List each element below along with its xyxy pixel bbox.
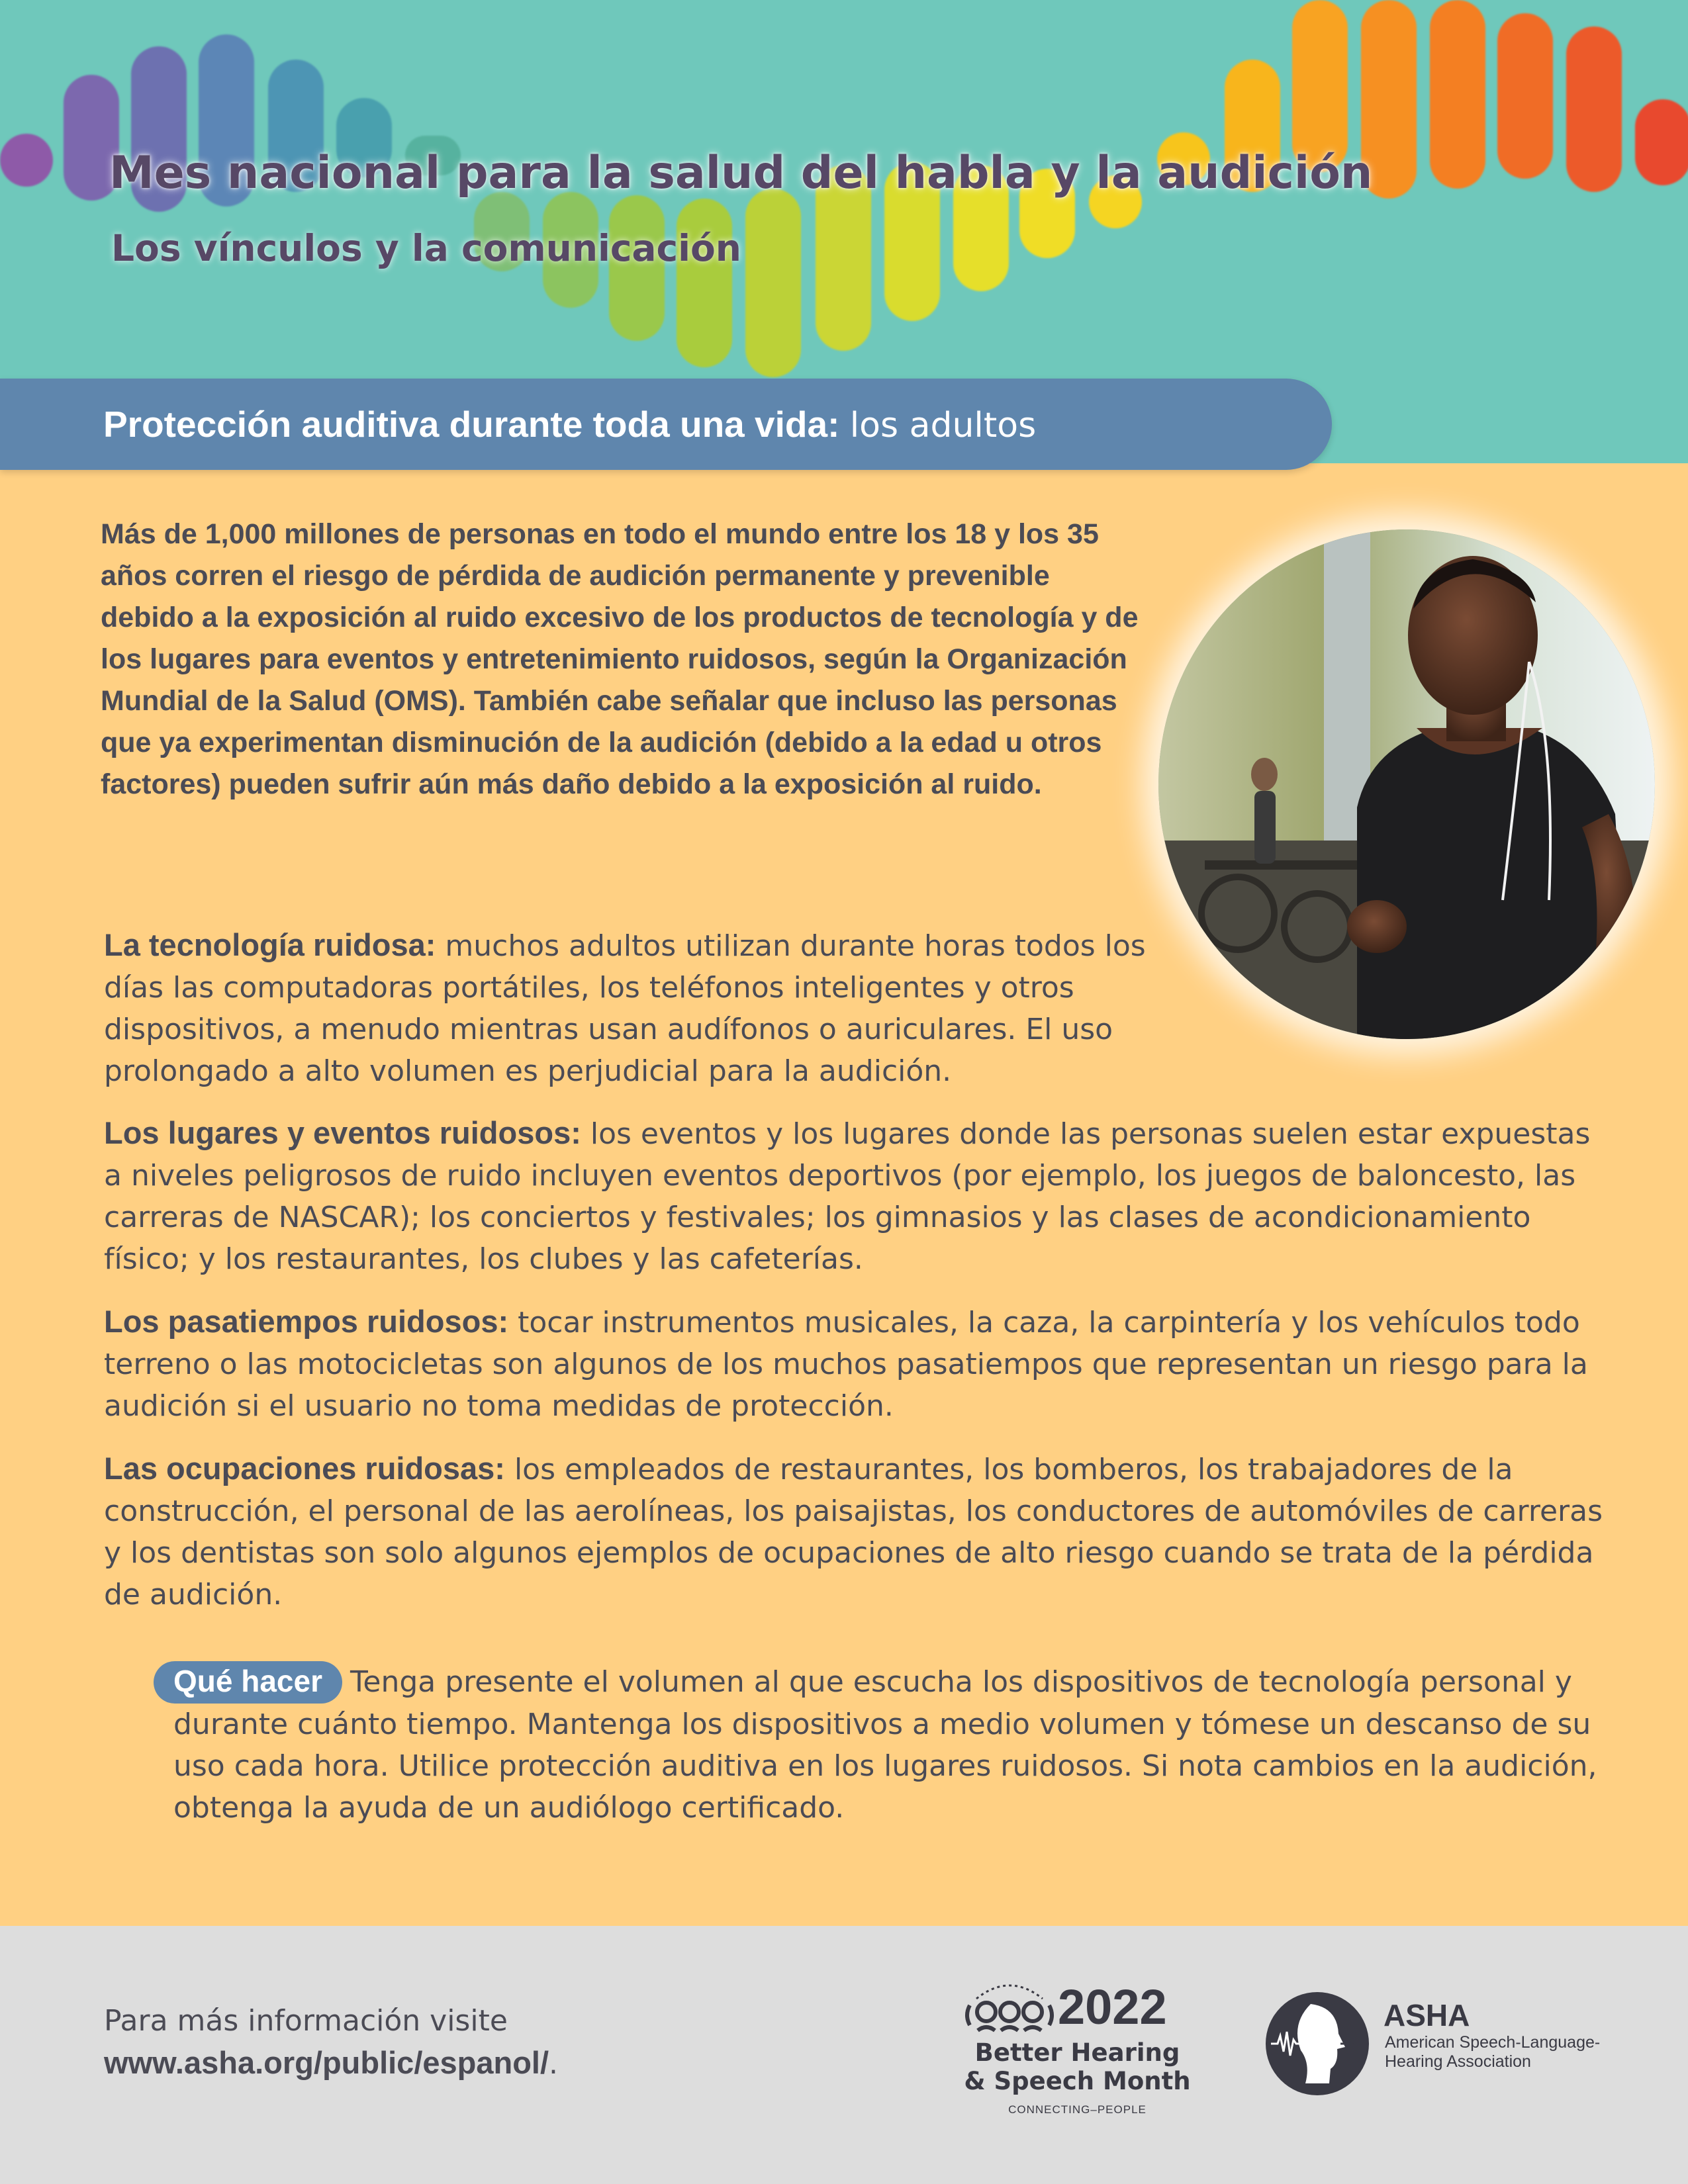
bhsm-line2: & Speech Month xyxy=(964,2067,1191,2095)
section-noisy-hobbies xyxy=(104,1300,1607,1427)
asha-logo xyxy=(1264,1991,1609,2097)
tip-paragraph xyxy=(173,1661,1603,1829)
asha-name: ASHA xyxy=(1383,1998,1470,2032)
bhsm-logo xyxy=(963,1972,1192,2118)
footer-url-link[interactable]: www.asha.org/public/espanol/ xyxy=(104,2045,549,2080)
runner-photo xyxy=(1158,529,1655,1039)
section-noisy-technology xyxy=(104,924,1176,1092)
page-title: Mes nacional para la salud del habla y la audición xyxy=(109,147,1373,199)
footer-url-suffix: . xyxy=(549,2047,559,2081)
section-text: los eventos y los lugares donde las personas suelen estar expuestas a niveles peligrosos de ruido incluyen eventos deportivos (por ejemplo, los juegos de baloncesto, las carreras de NASCAR); los conciertos y festivales; los gimnasios y las clases de acondicionamiento físico; y los restaurantes, los clubes y las cafeterías. xyxy=(104,1117,1591,1276)
section-lead: La tecnología ruidosa: xyxy=(104,927,436,962)
page-subtitle: Los vínculos y la comunicación xyxy=(111,227,741,269)
asha-emblem-icon xyxy=(1264,1991,1370,2097)
what-to-do-badge: Qué hacer xyxy=(154,1661,342,1704)
bhsm-line1: Better Hearing xyxy=(974,2038,1180,2067)
bhsm-tagline: CONNECTING–PEOPLE xyxy=(1008,2103,1147,2116)
runner-illustration xyxy=(1158,529,1655,1039)
section-lead: Los lugares y eventos ruidosos: xyxy=(104,1115,581,1150)
section-text: los empleados de restaurantes, los bomberos, los trabajadores de la construcción, el personal de las aerolíneas, los paisajistas, los conductores de automóviles de carreras y los dentistas son solo algunos ejemplos de ocupaciones de alto riesgo cuando se trata de la pérdida de audición. xyxy=(104,1453,1603,1612)
banner-heading-bold: Protección auditiva durante toda una vida: xyxy=(103,404,840,445)
bhsm-year: 2022 xyxy=(1058,1979,1167,2034)
people-icon xyxy=(963,1972,1056,2035)
footer-info-label: Para más información visite xyxy=(104,2004,508,2038)
section-noisy-places xyxy=(104,1112,1607,1280)
tip-text: Tenga presente el volumen al que escucha los dispositivos de tecnología personal y durante cuánto tiempo. Mantenga los dispositivos a medio volumen y tómese un descanso de su uso cada hora. Utilice protección auditiva en los lugares ruidosos. Si nota cambios en la audición, obtenga la ayuda de un audiólogo certificado. xyxy=(173,1665,1597,1825)
asha-fullname: American Speech-Language-Hearing Association xyxy=(1385,2033,1601,2071)
banner-heading-light: los adultos xyxy=(849,406,1037,445)
footer-info xyxy=(104,2000,558,2085)
section-lead: Los pasatiempos ruidosos: xyxy=(104,1304,509,1339)
section-lead: Las ocupaciones ruidosas: xyxy=(104,1451,505,1486)
section-banner xyxy=(0,379,1332,470)
section-text: tocar instrumentos musicales, la caza, la carpintería y los vehículos todo terreno o las motocicletas son algunos de los muchos pasatiempos que representan un riesgo para la audición si el usuario no toma medidas de protección. xyxy=(104,1306,1588,1423)
intro-paragraph: Más de 1,000 millones de personas en todo el mundo entre los 18 y los 35 años corren el riesgo de pérdida de audición permanente y prevenible debido a la exposición al ruido excesivo de los productos de tecnología y de los lugares para eventos y entretenimiento ruidosos, según la Organización Mundial de la Salud (OMS). También cabe señalar que incluso las personas que ya experimentan disminución de la audición (debido a la edad u otros factores) pueden sufrir aún más daño debido a la exposición al ruido. xyxy=(101,518,1139,800)
banner-heading xyxy=(103,403,1036,445)
section-text: muchos adultos utilizan durante horas todos los días las computadoras portátiles, los teléfonos inteligentes y otros dispositivos, a menudo mientras usan audífonos o auriculares. El uso prolongado a alto volumen es perjudicial para la audición. xyxy=(104,929,1146,1088)
section-noisy-occupations xyxy=(104,1447,1607,1615)
